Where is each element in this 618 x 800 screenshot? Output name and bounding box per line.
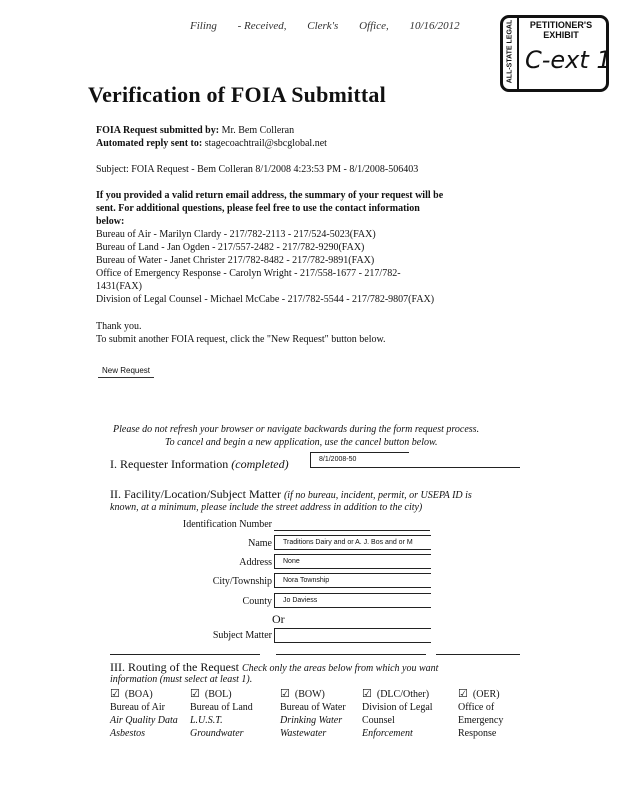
stamp-line1: PETITIONER'S [529, 20, 593, 30]
submitted-by-line [96, 125, 294, 136]
stamp-handwritten-mark: C-ext 1 [525, 46, 612, 74]
section1-title: I. Requester Information [110, 457, 229, 471]
filing-date: 10/16/2012 [409, 20, 460, 32]
stamp-side-text: ALL-STATE LEGAL [506, 19, 514, 84]
reply-label: Automated reply sent to: [96, 138, 203, 149]
routing-line3: Wastewater [280, 728, 327, 739]
submitted-value: Mr. Bem Colleran [221, 125, 295, 136]
address-field[interactable]: None [274, 554, 431, 569]
section3-heading [110, 660, 438, 675]
id-number-label: Identification Number [182, 519, 272, 530]
routing-column-bol[interactable] [190, 688, 253, 740]
checked-box-icon[interactable]: ☑ [458, 688, 468, 700]
routing-line3: Groundwater [190, 728, 244, 739]
section3-note2: information (must select at least 1). [110, 674, 253, 685]
routing-line1: Division of Legal [362, 702, 433, 713]
county-label: County [242, 596, 272, 607]
name-field[interactable]: Traditions Dairy and or A. J. Bos and or M [274, 535, 431, 550]
routing-line2: Air Quality Data [110, 715, 178, 726]
routing-line1: Office of [458, 702, 495, 713]
section2-heading [110, 487, 472, 502]
stamp-line2: EXHIBIT [543, 30, 579, 40]
contact-line: Bureau of Air - Marilyn Clardy - 217/782-2113 - 217/524-5023(FAX) [96, 229, 376, 240]
office-text: Office, [359, 20, 389, 32]
routing-line3: Response [458, 728, 497, 739]
info-line: sent. For additional questions, please feel free to use the contact information [96, 203, 420, 214]
checked-box-icon[interactable]: ☑ [362, 688, 372, 700]
thanks-text: Thank you. [96, 321, 142, 332]
routing-code: (BOA) [124, 689, 153, 700]
address-label: Address [239, 557, 272, 568]
routing-code: (DLC/Other) [376, 689, 430, 700]
name-label: Name [248, 538, 272, 549]
routing-line3: Enforcement [362, 728, 413, 739]
info-line: If you provided a valid return email address, the summary of your request will be [96, 190, 444, 201]
stamp-heading [521, 20, 601, 40]
or-label: Or [272, 612, 285, 626]
section1-status: (completed) [231, 457, 289, 471]
contact-line: Bureau of Water - Janet Christer 217/782-8482 - 217/782-9891(FAX) [96, 255, 375, 266]
checked-box-icon[interactable]: ☑ [280, 688, 290, 700]
section1-rule [310, 467, 520, 468]
section2-rule-left [110, 654, 260, 655]
section3-title: III. Routing of the Request [110, 660, 239, 674]
routing-column-oer[interactable] [458, 688, 503, 740]
warning-line1: Please do not refresh your browser or navigate backwards during the form request process. [113, 424, 480, 435]
reply-value: stagecoachtrail@sbcglobal.net [204, 138, 327, 149]
new-request-button[interactable]: New Request [98, 364, 154, 378]
reply-line [96, 138, 327, 149]
routing-line2: L.U.S.T. [190, 715, 223, 726]
routing-code: (BOL) [204, 689, 232, 700]
received-text: - Received, [237, 20, 287, 32]
routing-line1: Bureau of Land [190, 702, 253, 713]
routing-code: (OER) [472, 689, 500, 700]
routing-code: (BOW) [294, 689, 325, 700]
section2-title: II. Facility/Location/Subject Matter [110, 487, 281, 501]
filing-text: Filing [190, 20, 217, 32]
routing-line3: Asbestos [110, 728, 145, 739]
submitted-label: FOIA Request submitted by: [96, 125, 220, 136]
section2-rule-right [436, 654, 520, 655]
section2-note1: (if no bureau, incident, permit, or USEPA ID is [283, 490, 472, 501]
filing-header [190, 20, 478, 32]
county-field[interactable]: Jo Daviess [274, 593, 431, 608]
section2-rule-mid [276, 654, 426, 655]
city-field[interactable]: Nora Township [274, 573, 431, 588]
requester-value-field[interactable]: 8/1/2008-50 [310, 452, 409, 468]
subject-matter-field[interactable] [274, 628, 431, 643]
routing-line1: Bureau of Water [280, 702, 346, 713]
section1-heading [110, 457, 289, 472]
checked-box-icon[interactable]: ☑ [190, 688, 200, 700]
id-number-field[interactable] [274, 517, 430, 531]
routing-column-dlc[interactable] [362, 688, 433, 740]
routing-line2: Drinking Water [280, 715, 343, 726]
exhibit-stamp [500, 15, 612, 92]
routing-line1: Bureau of Air [110, 702, 165, 713]
checked-box-icon[interactable]: ☑ [110, 688, 120, 700]
info-line: below: [96, 216, 125, 227]
routing-line2: Emergency [458, 715, 504, 726]
section2-note2: known, at a minimum, please include the street address in addition to the city) [110, 502, 423, 513]
subject-matter-label: Subject Matter [212, 630, 272, 641]
routing-line2: Counsel [362, 715, 395, 726]
city-label: City/Township [212, 576, 272, 587]
warning-line2: To cancel and begin a new application, use the cancel button below. [165, 437, 438, 448]
page-title: Verification of FOIA Submittal [88, 82, 386, 107]
routing-column-boa[interactable] [110, 688, 178, 740]
contact-line: Division of Legal Counsel - Michael McCabe - 217/782-5544 - 217/782-9807(FAX) [96, 294, 435, 305]
stamp-side-strip [503, 18, 519, 89]
section3-note1: Check only the areas below from which you want [241, 663, 439, 674]
contact-line: Bureau of Land - Jan Ogden - 217/557-2482 - 217/782-9290(FAX) [96, 242, 365, 253]
contact-line: Office of Emergency Response - Carolyn Wright - 217/558-1677 - 217/782- [96, 268, 401, 279]
clerk-text: Clerk's [307, 20, 339, 32]
routing-column-bow[interactable] [280, 688, 346, 740]
contact-line: 1431(FAX) [96, 281, 142, 292]
submit-another-text: To submit another FOIA request, click the "New Request" button below. [96, 334, 386, 345]
subject-line: Subject: FOIA Request - Bem Colleran 8/1/2008 4:23:53 PM - 8/1/2008-506403 [96, 164, 419, 175]
